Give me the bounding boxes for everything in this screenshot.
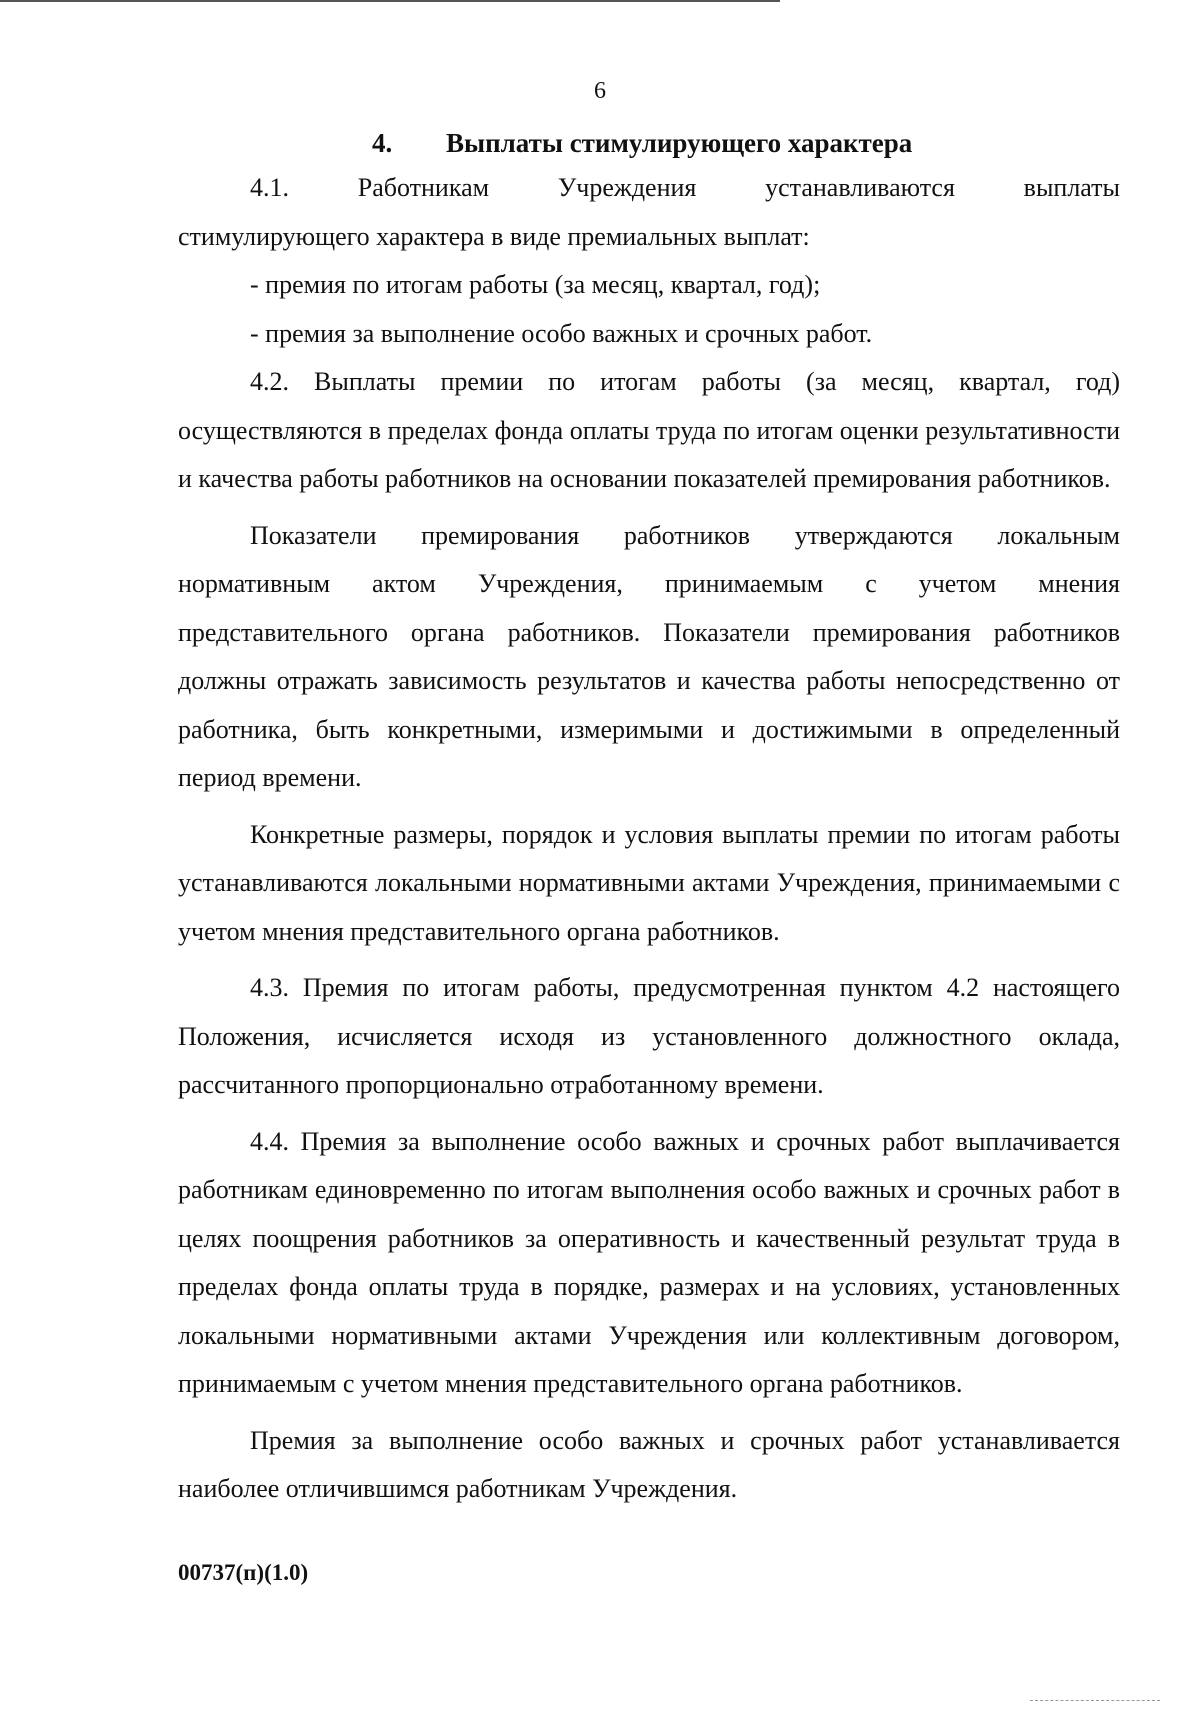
- paragraph-indicators: Показатели премирования работников утверждаются локальным нормативным актом Учреждения, принимаемым с учетом мнения представительного органа работников. Показатели премирования работников должны отражать зависимость результатов и качества работы непосредственно от работника, быть конкретными, измеримыми и достижимыми в определенный период времени.: [178, 520, 1120, 792]
- document-body: [178, 164, 1120, 1514]
- paragraph-sizes: Конкретные размеры, порядок и условия выплаты премии по итогам работы устанавливаются локальными нормативными актами Учреждения, принимаемыми с учетом мнения представительного органа работников.: [178, 819, 1120, 946]
- list-item-bonus-urgent: - премия за выполнение особо важных и срочных работ.: [250, 318, 873, 348]
- paragraph-4-2: 4.2. Выплаты премии по итогам работы (за месяц, квартал, год) осуществляются в пределах фонда оплаты труда по итогам оценки результативности и качества работы работников на основании показателей премирования работников.: [178, 367, 1120, 493]
- paragraph-bonus-recipients: Премия за выполнение особо важных и срочных работ устанавливается наиболее отличившимся работникам Учреждения.: [178, 1425, 1120, 1503]
- list-item-bonus-results: - премия по итогам работы (за месяц, квартал, год);: [250, 270, 821, 299]
- section-heading: [372, 128, 912, 159]
- paragraph-4-3: 4.3. Премия по итогам работы, предусмотренная пунктом 4.2 настоящего Положения, исчисляется исходя из установленного должностного оклада, рассчитанного пропорционально отработанному времени.: [178, 973, 1120, 1099]
- paragraph-4-1-line-2: стимулирующего характера в виде премиальных выплат:: [178, 221, 810, 251]
- scan-edge-dashes: [1030, 1700, 1160, 1702]
- page-number: 6: [594, 78, 606, 104]
- scan-edge-line: [0, 0, 780, 2]
- paragraph-4-4: 4.4. Премия за выполнение особо важных и срочных работ выплачивается работникам единовременно по итогам выполнения особо важных и срочных работ в целях поощрения работников за оперативность и качественный результат труда в пределах фонда оплаты труда в порядке, размерах и на условиях, установленных локальными нормативными актами Учреждения или коллективным договором, принимаемым с учетом мнения представительного органа работников.: [178, 1126, 1120, 1398]
- section-number: 4.: [372, 128, 393, 158]
- paragraph-4-1-line-1: 4.1. Работникам Учреждения устанавливаются выплаты: [250, 173, 1120, 202]
- section-title: Выплаты стимулирующего характера: [446, 128, 913, 158]
- document-code: 00737(п)(1.0): [178, 1560, 309, 1585]
